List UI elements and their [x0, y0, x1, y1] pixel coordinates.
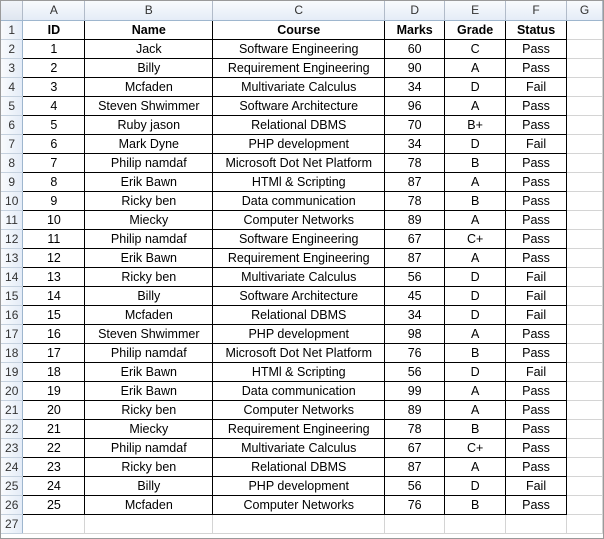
- cell-status[interactable]: Pass: [506, 173, 567, 192]
- column-header-a[interactable]: A: [23, 1, 85, 21]
- cell-marks[interactable]: 87: [385, 173, 445, 192]
- cell-id[interactable]: 23: [23, 458, 85, 477]
- cell-name[interactable]: Erik Bawn: [85, 173, 213, 192]
- header-cell-status[interactable]: Status: [506, 21, 567, 40]
- column-header-e[interactable]: E: [445, 1, 506, 21]
- cell-status[interactable]: Fail: [506, 477, 567, 496]
- cell-name[interactable]: Mcfaden: [85, 78, 213, 97]
- empty-cell[interactable]: [567, 40, 603, 59]
- cell-course[interactable]: Relational DBMS: [213, 116, 385, 135]
- table-row: [1, 458, 603, 477]
- cell-id[interactable]: 16: [23, 325, 85, 344]
- table-row: [1, 477, 603, 496]
- header-cell-id[interactable]: ID: [23, 21, 85, 40]
- table-row: [1, 382, 603, 401]
- cell-course[interactable]: Multivariate Calculus: [213, 78, 385, 97]
- cell-status[interactable]: Pass: [506, 344, 567, 363]
- empty-cell[interactable]: [385, 515, 445, 534]
- cell-name[interactable]: Erik Bawn: [85, 363, 213, 382]
- empty-cell[interactable]: [567, 135, 603, 154]
- cell-course[interactable]: Microsoft Dot Net Platform: [213, 154, 385, 173]
- empty-cell[interactable]: [567, 78, 603, 97]
- cell-id[interactable]: 9: [23, 192, 85, 211]
- cell-course[interactable]: Software Engineering: [213, 40, 385, 59]
- cell-status[interactable]: Pass: [506, 192, 567, 211]
- cell-status[interactable]: Pass: [506, 420, 567, 439]
- cell-marks[interactable]: 56: [385, 268, 445, 287]
- cell-grade[interactable]: A: [445, 401, 506, 420]
- cell-name[interactable]: Steven Shwimmer: [85, 97, 213, 116]
- table-row: [1, 363, 603, 382]
- cell-name[interactable]: Mcfaden: [85, 496, 213, 515]
- cell-id[interactable]: 18: [23, 363, 85, 382]
- cell-name[interactable]: Steven Shwimmer: [85, 325, 213, 344]
- cell-name[interactable]: Philip namdaf: [85, 230, 213, 249]
- column-header-b[interactable]: B: [85, 1, 213, 21]
- cell-grade[interactable]: A: [445, 211, 506, 230]
- cell-status[interactable]: Fail: [506, 306, 567, 325]
- empty-cell[interactable]: [567, 439, 603, 458]
- cell-grade[interactable]: A: [445, 382, 506, 401]
- empty-cell[interactable]: [445, 515, 506, 534]
- cell-marks[interactable]: 89: [385, 211, 445, 230]
- cell-name[interactable]: Philip namdaf: [85, 344, 213, 363]
- table-row: [1, 78, 603, 97]
- cell-status[interactable]: Pass: [506, 325, 567, 344]
- empty-cell[interactable]: [567, 363, 603, 382]
- cell-grade[interactable]: D: [445, 306, 506, 325]
- cell-marks[interactable]: 87: [385, 249, 445, 268]
- cell-marks[interactable]: 90: [385, 59, 445, 78]
- cell-marks[interactable]: 76: [385, 344, 445, 363]
- cell-course[interactable]: HTMl & Scripting: [213, 363, 385, 382]
- cell-name[interactable]: Mcfaden: [85, 306, 213, 325]
- row-header[interactable]: 3: [1, 59, 23, 78]
- cell-course[interactable]: Software Architecture: [213, 287, 385, 306]
- row-header[interactable]: 26: [1, 496, 23, 515]
- cell-status[interactable]: Pass: [506, 439, 567, 458]
- table-row: [1, 230, 603, 249]
- cell-id[interactable]: 14: [23, 287, 85, 306]
- cell-marks[interactable]: 96: [385, 97, 445, 116]
- cell-grade[interactable]: B: [445, 420, 506, 439]
- cell-marks[interactable]: 78: [385, 154, 445, 173]
- cell-id[interactable]: 13: [23, 268, 85, 287]
- empty-cell[interactable]: [567, 230, 603, 249]
- empty-cell[interactable]: [567, 420, 603, 439]
- spreadsheet-grid: [1, 1, 603, 534]
- cell-name[interactable]: Billy: [85, 59, 213, 78]
- cell-grade[interactable]: C: [445, 40, 506, 59]
- empty-cell[interactable]: [567, 287, 603, 306]
- empty-cell[interactable]: [567, 116, 603, 135]
- table-row: [1, 439, 603, 458]
- table-row: [1, 306, 603, 325]
- cell-grade[interactable]: A: [445, 325, 506, 344]
- cell-status[interactable]: Pass: [506, 154, 567, 173]
- empty-cell[interactable]: [567, 21, 603, 40]
- row-header[interactable]: 4: [1, 78, 23, 97]
- empty-cell[interactable]: [567, 477, 603, 496]
- cell-grade[interactable]: D: [445, 268, 506, 287]
- empty-cell[interactable]: [85, 515, 213, 534]
- column-header-c[interactable]: C: [213, 1, 385, 21]
- cell-course[interactable]: PHP development: [213, 325, 385, 344]
- cell-id[interactable]: 6: [23, 135, 85, 154]
- cell-id[interactable]: 11: [23, 230, 85, 249]
- cell-course[interactable]: HTMl & Scripting: [213, 173, 385, 192]
- cell-id[interactable]: 24: [23, 477, 85, 496]
- cell-status[interactable]: Pass: [506, 97, 567, 116]
- grid-body: [1, 21, 603, 534]
- row-header[interactable]: 25: [1, 477, 23, 496]
- cell-course[interactable]: Relational DBMS: [213, 306, 385, 325]
- cell-marks[interactable]: 67: [385, 230, 445, 249]
- cell-grade[interactable]: B: [445, 192, 506, 211]
- cell-id[interactable]: 20: [23, 401, 85, 420]
- cell-name[interactable]: Ruby jason: [85, 116, 213, 135]
- row-header[interactable]: 23: [1, 439, 23, 458]
- column-header-d[interactable]: D: [385, 1, 445, 21]
- cell-course[interactable]: PHP development: [213, 477, 385, 496]
- table-row: [1, 496, 603, 515]
- cell-status[interactable]: Pass: [506, 401, 567, 420]
- cell-grade[interactable]: D: [445, 287, 506, 306]
- cell-grade[interactable]: C+: [445, 439, 506, 458]
- row-header[interactable]: 13: [1, 249, 23, 268]
- cell-marks[interactable]: 98: [385, 325, 445, 344]
- table-row: [1, 154, 603, 173]
- cell-course[interactable]: Computer Networks: [213, 401, 385, 420]
- cell-grade[interactable]: A: [445, 59, 506, 78]
- cell-course[interactable]: Relational DBMS: [213, 458, 385, 477]
- cell-status[interactable]: Pass: [506, 40, 567, 59]
- cell-status[interactable]: Pass: [506, 382, 567, 401]
- cell-name[interactable]: Ricky ben: [85, 458, 213, 477]
- cell-status[interactable]: Fail: [506, 268, 567, 287]
- row-header[interactable]: 15: [1, 287, 23, 306]
- table-row: [1, 287, 603, 306]
- empty-cell[interactable]: [23, 515, 85, 534]
- cell-id[interactable]: 21: [23, 420, 85, 439]
- cell-id[interactable]: 19: [23, 382, 85, 401]
- cell-grade[interactable]: B: [445, 496, 506, 515]
- cell-name[interactable]: Ricky ben: [85, 401, 213, 420]
- cell-marks[interactable]: 56: [385, 363, 445, 382]
- cell-course[interactable]: Requirement Engineering: [213, 420, 385, 439]
- empty-cell[interactable]: [567, 344, 603, 363]
- cell-grade[interactable]: C+: [445, 230, 506, 249]
- empty-cell[interactable]: [567, 154, 603, 173]
- cell-course[interactable]: Software Architecture: [213, 97, 385, 116]
- empty-cell[interactable]: [506, 515, 567, 534]
- cell-name[interactable]: Jack: [85, 40, 213, 59]
- cell-marks[interactable]: 87: [385, 458, 445, 477]
- empty-cell[interactable]: [567, 59, 603, 78]
- cell-grade[interactable]: A: [445, 97, 506, 116]
- cell-grade[interactable]: D: [445, 78, 506, 97]
- cell-name[interactable]: Miecky: [85, 420, 213, 439]
- empty-cell[interactable]: [567, 458, 603, 477]
- empty-cell[interactable]: [567, 192, 603, 211]
- row-header[interactable]: 10: [1, 192, 23, 211]
- cell-marks[interactable]: 76: [385, 496, 445, 515]
- cell-name[interactable]: Philip namdaf: [85, 154, 213, 173]
- row-header[interactable]: 14: [1, 268, 23, 287]
- cell-course[interactable]: Multivariate Calculus: [213, 268, 385, 287]
- cell-id[interactable]: 12: [23, 249, 85, 268]
- row-header[interactable]: 9: [1, 173, 23, 192]
- cell-status[interactable]: Pass: [506, 59, 567, 78]
- table-row: [1, 59, 603, 78]
- row-header[interactable]: 19: [1, 363, 23, 382]
- cell-id[interactable]: 4: [23, 97, 85, 116]
- table-row: [1, 268, 603, 287]
- table-row: [1, 135, 603, 154]
- empty-cell[interactable]: [567, 211, 603, 230]
- row-header[interactable]: 20: [1, 382, 23, 401]
- cell-id[interactable]: 3: [23, 78, 85, 97]
- row-header[interactable]: 24: [1, 458, 23, 477]
- cell-name[interactable]: Erik Bawn: [85, 249, 213, 268]
- row-header[interactable]: 27: [1, 515, 23, 534]
- cell-grade[interactable]: A: [445, 458, 506, 477]
- cell-course[interactable]: Multivariate Calculus: [213, 439, 385, 458]
- cell-grade[interactable]: D: [445, 477, 506, 496]
- table-row: [1, 173, 603, 192]
- cell-name[interactable]: Erik Bawn: [85, 382, 213, 401]
- cell-grade[interactable]: A: [445, 173, 506, 192]
- cell-name[interactable]: Philip namdaf: [85, 439, 213, 458]
- table-row: [1, 192, 603, 211]
- cell-name[interactable]: Mark Dyne: [85, 135, 213, 154]
- cell-course[interactable]: Computer Networks: [213, 211, 385, 230]
- empty-row: [1, 515, 603, 534]
- cell-name[interactable]: Miecky: [85, 211, 213, 230]
- cell-id[interactable]: 1: [23, 40, 85, 59]
- empty-cell[interactable]: [567, 515, 603, 534]
- table-row: [1, 401, 603, 420]
- table-row: [1, 97, 603, 116]
- column-header-g[interactable]: G: [567, 1, 603, 21]
- cell-status[interactable]: Pass: [506, 458, 567, 477]
- empty-cell[interactable]: [567, 401, 603, 420]
- cell-course[interactable]: Microsoft Dot Net Platform: [213, 344, 385, 363]
- table-row: [1, 420, 603, 439]
- row-header[interactable]: 21: [1, 401, 23, 420]
- cell-course[interactable]: Software Engineering: [213, 230, 385, 249]
- table-row: [1, 344, 603, 363]
- cell-name[interactable]: Billy: [85, 287, 213, 306]
- cell-grade[interactable]: D: [445, 135, 506, 154]
- row-header[interactable]: 6: [1, 116, 23, 135]
- cell-marks[interactable]: 78: [385, 192, 445, 211]
- cell-marks[interactable]: 45: [385, 287, 445, 306]
- row-header[interactable]: 17: [1, 325, 23, 344]
- cell-course[interactable]: Requirement Engineering: [213, 59, 385, 78]
- column-header-f[interactable]: F: [506, 1, 567, 21]
- cell-status[interactable]: Pass: [506, 249, 567, 268]
- header-cell-grade[interactable]: Grade: [445, 21, 506, 40]
- cell-status[interactable]: Fail: [506, 78, 567, 97]
- empty-cell[interactable]: [567, 325, 603, 344]
- cell-id[interactable]: 8: [23, 173, 85, 192]
- cell-id[interactable]: 5: [23, 116, 85, 135]
- table-row: [1, 211, 603, 230]
- cell-marks[interactable]: 34: [385, 135, 445, 154]
- cell-status[interactable]: Pass: [506, 116, 567, 135]
- row-header[interactable]: 5: [1, 97, 23, 116]
- empty-cell[interactable]: [567, 382, 603, 401]
- row-header[interactable]: 16: [1, 306, 23, 325]
- cell-id[interactable]: 15: [23, 306, 85, 325]
- empty-cell[interactable]: [567, 249, 603, 268]
- row-header[interactable]: 1: [1, 21, 23, 40]
- cell-marks[interactable]: 56: [385, 477, 445, 496]
- cell-marks[interactable]: 78: [385, 420, 445, 439]
- row-header[interactable]: 2: [1, 40, 23, 59]
- cell-id[interactable]: 7: [23, 154, 85, 173]
- row-header[interactable]: 7: [1, 135, 23, 154]
- header-cell-marks[interactable]: Marks: [385, 21, 445, 40]
- cell-marks[interactable]: 67: [385, 439, 445, 458]
- cell-status[interactable]: Fail: [506, 287, 567, 306]
- cell-marks[interactable]: 70: [385, 116, 445, 135]
- cell-status[interactable]: Fail: [506, 363, 567, 382]
- cell-status[interactable]: Pass: [506, 496, 567, 515]
- cell-marks[interactable]: 89: [385, 401, 445, 420]
- cell-name[interactable]: Ricky ben: [85, 192, 213, 211]
- empty-cell[interactable]: [213, 515, 385, 534]
- cell-grade[interactable]: D: [445, 363, 506, 382]
- cell-id[interactable]: 2: [23, 59, 85, 78]
- header-cell-course[interactable]: Course: [213, 21, 385, 40]
- empty-cell[interactable]: [567, 173, 603, 192]
- cell-course[interactable]: Data communication: [213, 192, 385, 211]
- row-header[interactable]: 22: [1, 420, 23, 439]
- empty-cell[interactable]: [567, 268, 603, 287]
- select-all-corner[interactable]: [1, 1, 23, 21]
- table-row: [1, 40, 603, 59]
- cell-grade[interactable]: B+: [445, 116, 506, 135]
- cell-marks[interactable]: 34: [385, 78, 445, 97]
- cell-marks[interactable]: 34: [385, 306, 445, 325]
- cell-course[interactable]: Computer Networks: [213, 496, 385, 515]
- table-row: [1, 325, 603, 344]
- cell-name[interactable]: Billy: [85, 477, 213, 496]
- row-header[interactable]: 12: [1, 230, 23, 249]
- cell-grade[interactable]: A: [445, 249, 506, 268]
- cell-status[interactable]: Pass: [506, 211, 567, 230]
- empty-cell[interactable]: [567, 97, 603, 116]
- cell-id[interactable]: 10: [23, 211, 85, 230]
- empty-cell[interactable]: [567, 306, 603, 325]
- table-row: [1, 116, 603, 135]
- cell-course[interactable]: PHP development: [213, 135, 385, 154]
- header-cell-name[interactable]: Name: [85, 21, 213, 40]
- cell-name[interactable]: Ricky ben: [85, 268, 213, 287]
- cell-marks[interactable]: 60: [385, 40, 445, 59]
- row-header[interactable]: 8: [1, 154, 23, 173]
- cell-grade[interactable]: B: [445, 154, 506, 173]
- empty-cell[interactable]: [567, 496, 603, 515]
- cell-course[interactable]: Data communication: [213, 382, 385, 401]
- cell-id[interactable]: 22: [23, 439, 85, 458]
- cell-status[interactable]: Pass: [506, 230, 567, 249]
- cell-marks[interactable]: 99: [385, 382, 445, 401]
- column-header-row: [1, 1, 603, 21]
- cell-course[interactable]: Requirement Engineering: [213, 249, 385, 268]
- cell-status[interactable]: Fail: [506, 135, 567, 154]
- cell-grade[interactable]: B: [445, 344, 506, 363]
- table-header-row: [1, 21, 603, 40]
- row-header[interactable]: 11: [1, 211, 23, 230]
- row-header[interactable]: 18: [1, 344, 23, 363]
- cell-id[interactable]: 25: [23, 496, 85, 515]
- table-row: [1, 249, 603, 268]
- cell-id[interactable]: 17: [23, 344, 85, 363]
